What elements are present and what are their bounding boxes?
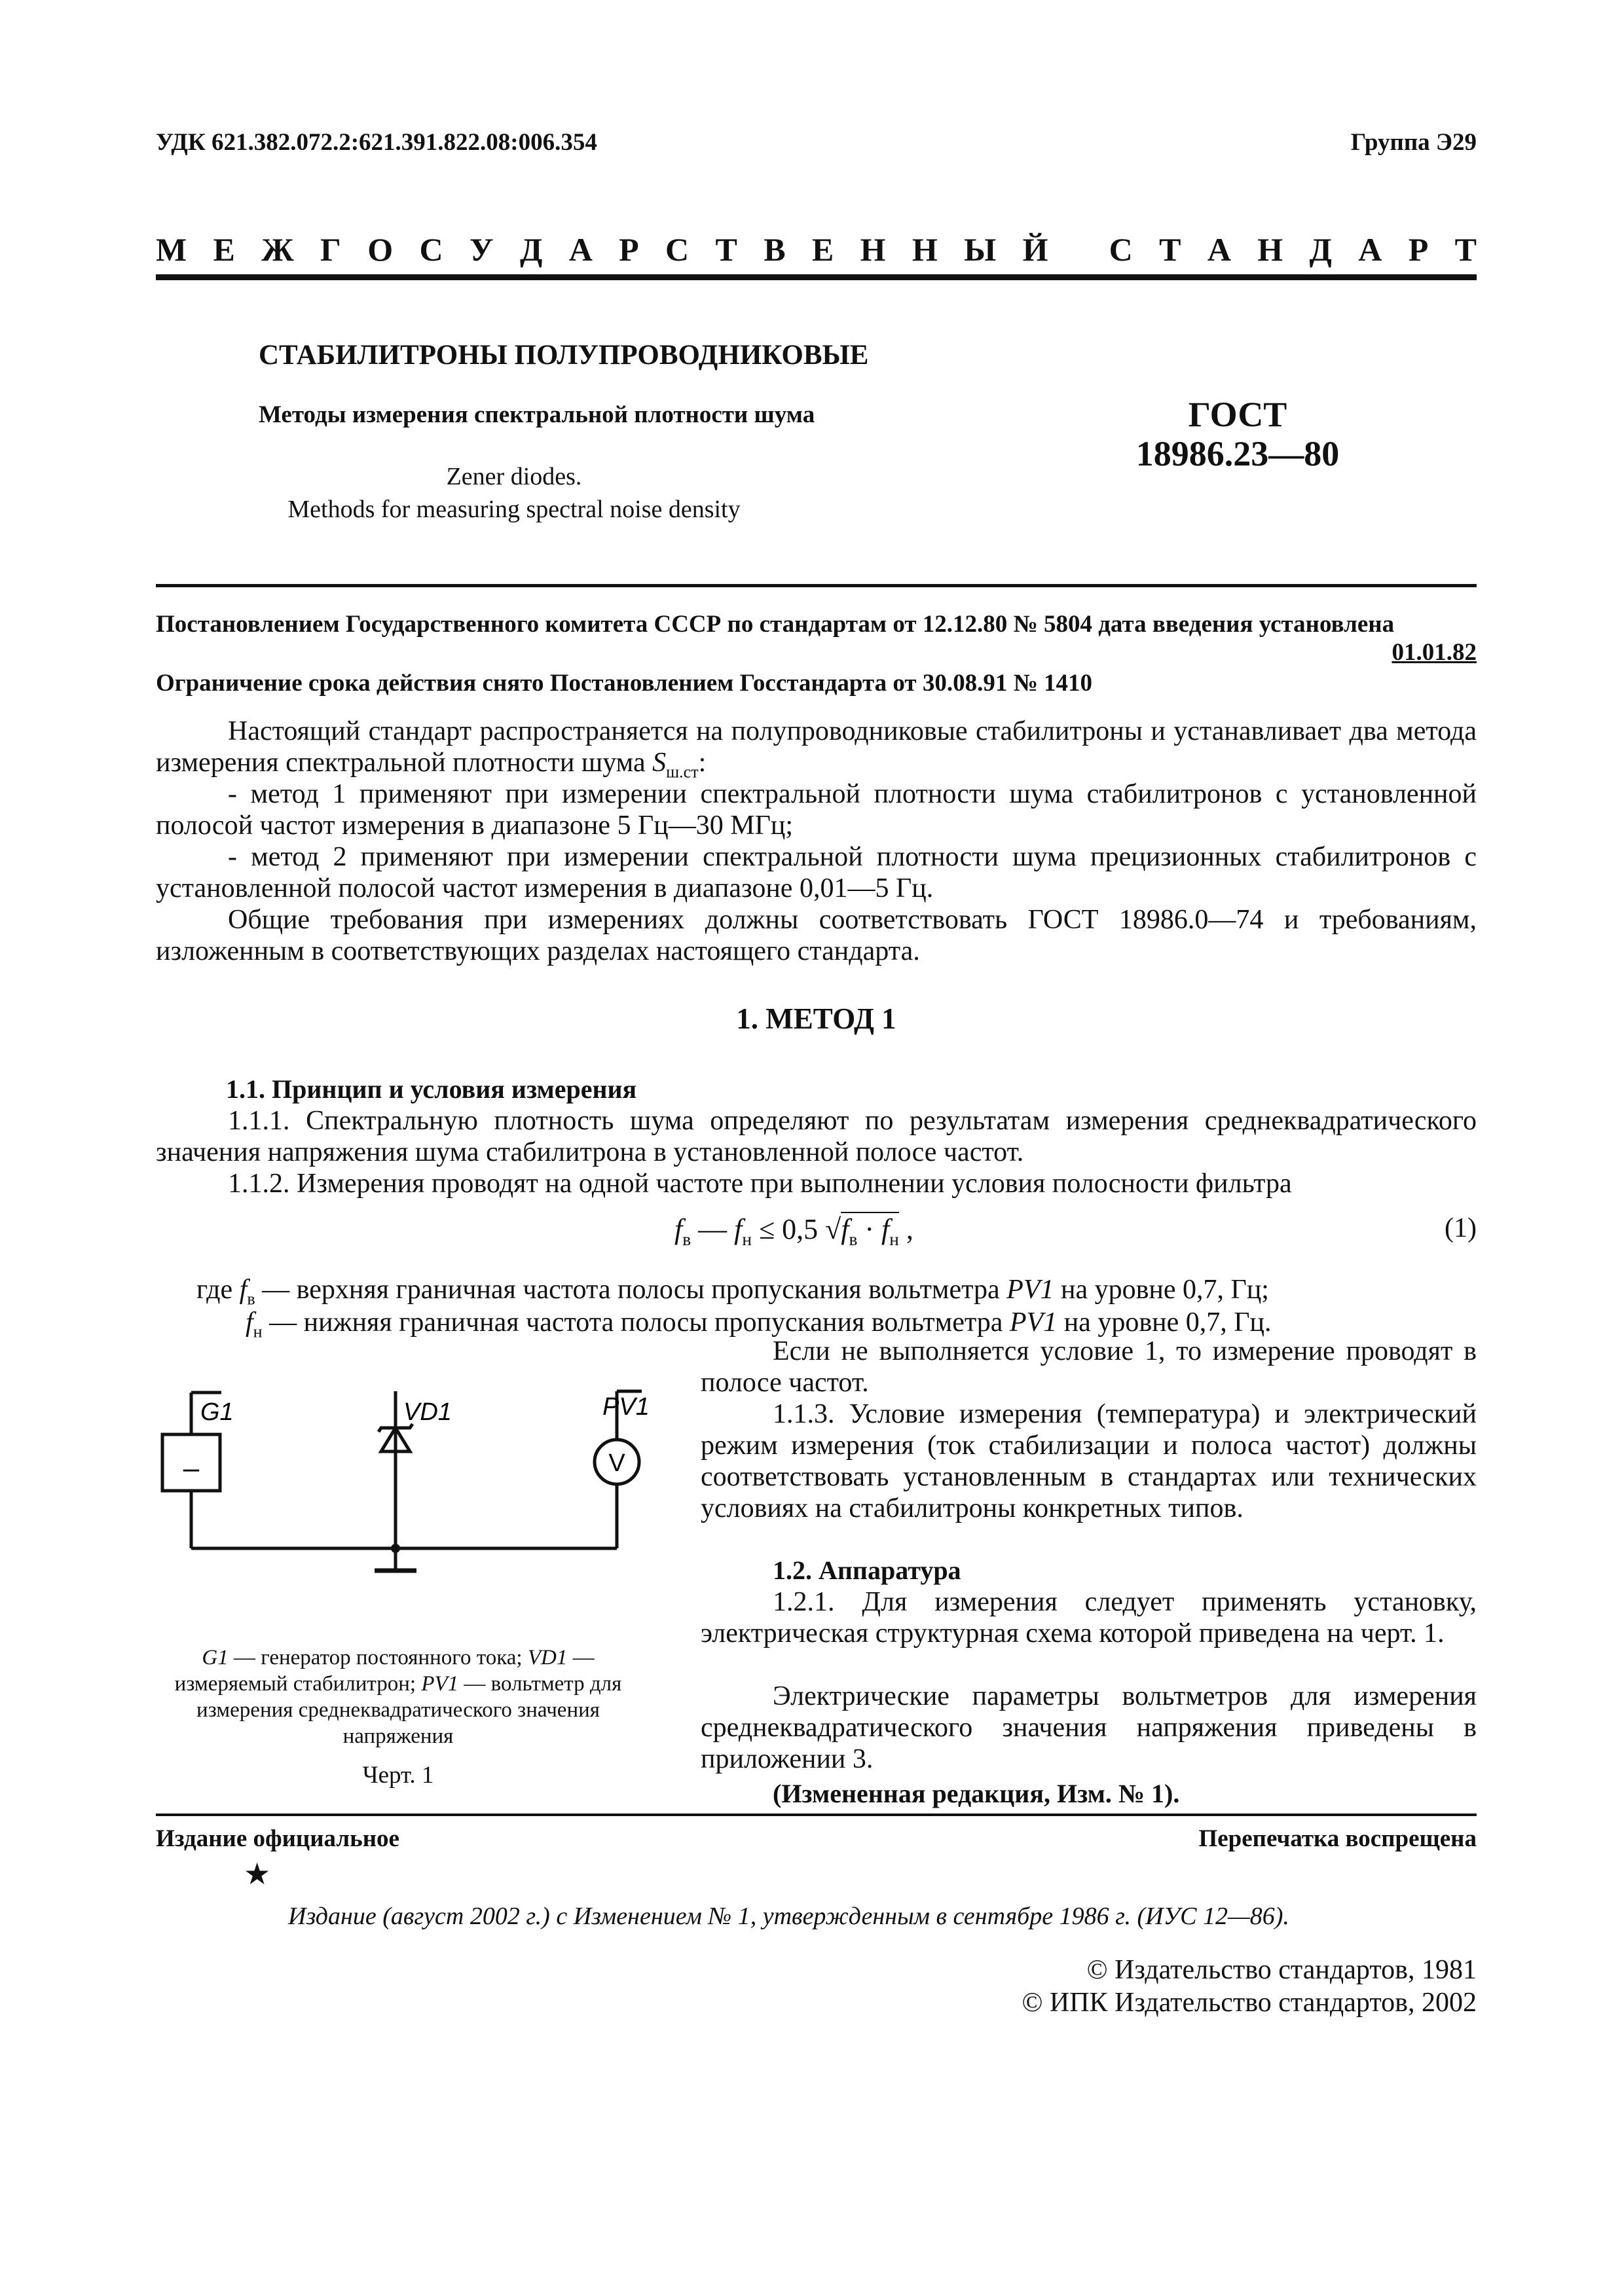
decree-text: Постановлением Государственного комитета СССР по стандартам от 12.12.80 № 5804 дата введения установлена bbox=[156, 611, 1395, 638]
subsection-1-1-heading: 1.1. Принцип и условия измерения bbox=[226, 1074, 637, 1104]
copyright-1981: © Издательство стандартов, 1981 bbox=[1086, 1955, 1477, 1985]
banner-letter: Т bbox=[1454, 231, 1477, 268]
english-title-line1: Zener diodes. bbox=[446, 463, 582, 490]
decree-date: 01.01.82 bbox=[1392, 639, 1477, 666]
banner-letter: А bbox=[1358, 231, 1382, 268]
official-edition-label: Издание официальное bbox=[156, 1825, 399, 1852]
document-subtitle: Методы измерения спектральной плотности шума bbox=[259, 401, 815, 428]
label-pv1: PV1 bbox=[602, 1393, 650, 1421]
banner-letter: Д bbox=[1309, 231, 1332, 268]
header-rule bbox=[156, 274, 1477, 280]
generator-minus-sign: – bbox=[183, 1452, 200, 1484]
intro-paragraph-3: - метод 2 применяют при измерении спектральной плотности шума прецизионных стабилитронов с установленной полосой частот измерения в диапазоне 0,01—5 Гц. bbox=[156, 842, 1477, 903]
banner-letter: Н bbox=[860, 231, 886, 268]
title-rule bbox=[156, 584, 1477, 587]
where-lower-frequency: $f_н$ — нижняя граничная частота полосы пропускания вольтметра PV1 на уровне 0,7, Гц. bbox=[246, 1307, 1272, 1341]
banner-letter: Е bbox=[811, 231, 834, 268]
gost-label: ГОСТ bbox=[1188, 395, 1287, 434]
junction-dot bbox=[391, 1544, 400, 1553]
gost-number: 18986.23—80 bbox=[1135, 434, 1340, 473]
banner-letter: С bbox=[665, 231, 690, 268]
banner-letter: Т bbox=[1159, 231, 1181, 268]
paragraph-electrical-parameters: Электрические параметры вольтметров для измерения среднеквадратического значения напряжения приведены в приложении 3. bbox=[701, 1681, 1477, 1774]
paragraph-1-1-1: 1.1.1. Спектральную плотность шума определяют по результатам измерения среднеквадратического значения напряжения шума стабилитрона в установленной полосе частот. bbox=[156, 1106, 1477, 1167]
banner-letter: М bbox=[156, 231, 187, 268]
banner-letter: С bbox=[1109, 231, 1133, 268]
paragraph-if-condition: Если не выполняется условие 1, то измерение проводят в полосе частот. bbox=[701, 1336, 1477, 1398]
banner-letter: О bbox=[367, 231, 394, 268]
label-vd1: VD1 bbox=[403, 1398, 452, 1426]
document-title: СТАБИЛИТРОНЫ ПОЛУПРОВОДНИКОВЫЕ bbox=[259, 340, 869, 371]
banner-letter: Н bbox=[1257, 231, 1283, 268]
intro-paragraph-2: - метод 1 применяют при измерении спектральной плотности шума стабилитронов с установленной полосой частот измерения в диапазоне 5 Гц—30 МГц; bbox=[156, 779, 1477, 841]
formula-number: (1) bbox=[1445, 1213, 1477, 1243]
banner-letter: В bbox=[764, 231, 786, 268]
star-mark: ★ bbox=[244, 1857, 271, 1891]
banner-letter: Ы bbox=[964, 231, 997, 268]
group-code: Группа Э29 bbox=[1350, 129, 1477, 156]
banner-letter: А bbox=[1207, 231, 1231, 268]
banner-letter: Е bbox=[213, 231, 235, 268]
paragraph-1-2-1: 1.2.1. Для измерения следует применять установку, электрическая структурная схема которой приведена на черт. 1. bbox=[701, 1587, 1477, 1649]
banner-letter: Д bbox=[519, 231, 543, 268]
banner-letter: Р bbox=[1408, 231, 1429, 268]
measurement-circuit-diagram bbox=[152, 1365, 650, 1588]
intro-paragraph-4: Общие требования при измерениях должны соответствовать ГОСТ 18986.0—74 и требованиям, изложенным в соответствующих разделах настоящего стандарта. bbox=[156, 905, 1477, 966]
banner-letter: Р bbox=[619, 231, 639, 268]
copyright-2002: © ИПК Издательство стандартов, 2002 bbox=[1022, 1988, 1477, 2018]
banner-letter: У bbox=[469, 231, 494, 268]
intro-paragraph-1: Настоящий стандарт распространяется на полупроводниковые стабилитроны и устанавливает два метода измерения спектральной плотности шума $S_{ш.ст}$: bbox=[156, 716, 1477, 782]
edition-note: Издание (август 2002 г.) с Изменением № 1, утвержденным в сентябре 1986 г. (ИУС 12—86). bbox=[288, 1903, 1289, 1930]
label-g1: G1 bbox=[200, 1398, 234, 1426]
limitation-text: Ограничение срока действия снято Постановлением Госстандарта от 30.08.91 № 1410 bbox=[156, 670, 1093, 697]
formula-1: $f_в$ — $f_н \le 0,5$ $√f_в \cdot f_н$ , bbox=[674, 1213, 913, 1249]
banner-letter: Г bbox=[320, 231, 341, 268]
banner-letter: Й bbox=[1022, 231, 1048, 268]
banner-letter: А bbox=[568, 231, 593, 268]
reprint-prohibited-label: Перепечатка воспрещена bbox=[1198, 1825, 1477, 1852]
paragraph-1-1-3: 1.1.3. Условие измерения (температура) и электрический режим измерения (ток стабилизации и полоса частот) должны соответствовать установленным в стандартах или технических условиях на стабилитроны конкретных типов. bbox=[701, 1399, 1477, 1523]
interstate-standard-banner bbox=[156, 230, 1477, 268]
section-1-heading: 1. МЕТОД 1 bbox=[736, 1002, 896, 1035]
banner-letter: Н bbox=[912, 231, 938, 268]
footer-rule bbox=[156, 1813, 1477, 1816]
figure-caption: G1 — генератор постоянного тока; VD1 — измеряемый стабилитрон; PV1 — вольтметр для измерения среднеквадратического значения напряжения bbox=[174, 1646, 622, 1748]
where-upper-frequency: где $f_в$ — верхняя граничная частота полосы пропускания вольтметра PV1 на уровне 0,7, Гц; bbox=[196, 1275, 1269, 1309]
english-title-line2: Methods for measuring spectral noise density bbox=[287, 496, 741, 523]
voltmeter-v-symbol: V bbox=[608, 1449, 625, 1477]
figure-label: Черт. 1 bbox=[362, 1762, 434, 1789]
subsection-1-2-heading: 1.2. Аппаратура bbox=[773, 1556, 961, 1585]
amendment-note: (Измененная редакция, Изм. № 1). bbox=[773, 1779, 1180, 1808]
banner-letter: Ж bbox=[261, 231, 294, 268]
udk-code: УДК 621.382.072.2:621.391.822.08:006.354 bbox=[156, 129, 597, 156]
banner-letter: С bbox=[419, 231, 443, 268]
banner-letter: Т bbox=[715, 231, 737, 268]
paragraph-1-1-2: 1.1.2. Измерения проводят на одной частоте при выполнении условия полосности фильтра bbox=[228, 1169, 1292, 1199]
banner-letter bbox=[1075, 230, 1083, 268]
